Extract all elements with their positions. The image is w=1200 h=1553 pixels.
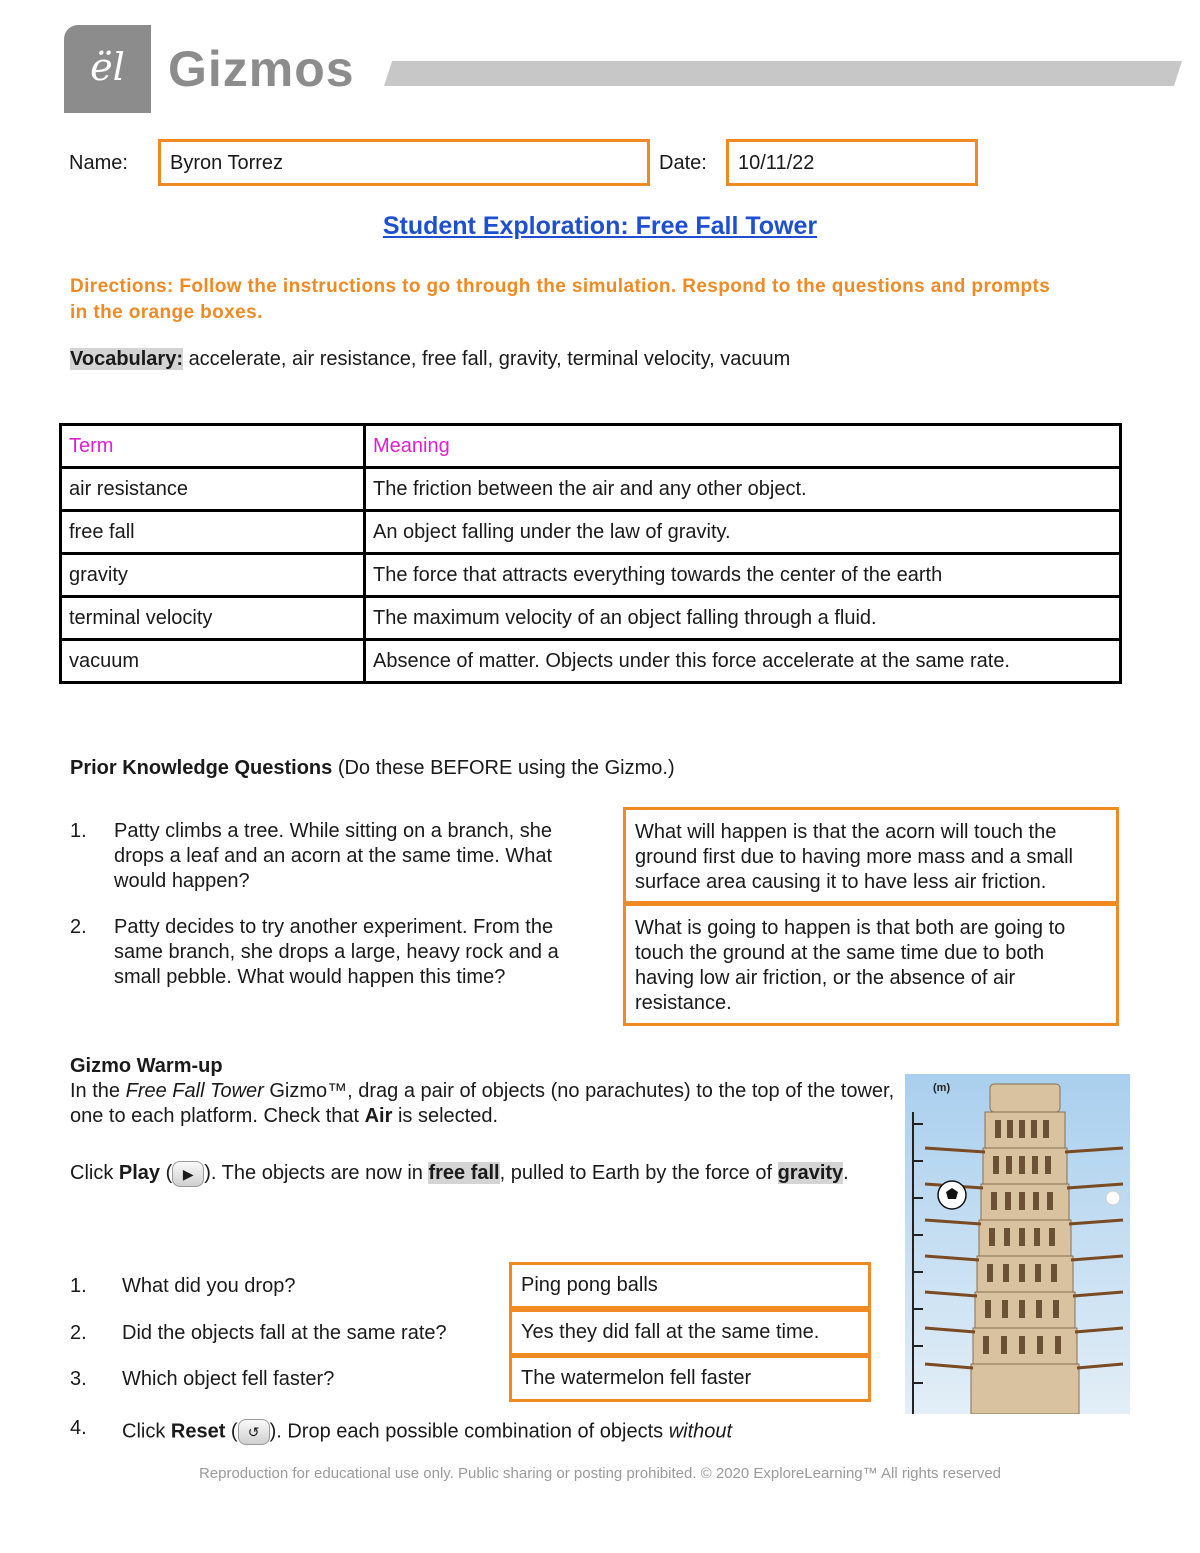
explorelearning-logo: ël	[64, 25, 151, 113]
vocabulary-terms: accelerate, air resistance, free fall, gravity, terminal velocity, vacuum	[188, 348, 791, 370]
warmup-paragraph-1	[70, 1079, 900, 1129]
term-cell: gravity	[61, 554, 365, 597]
text-span: Gizmo™, drag a pair of objects (no parachutes) to the top of the tower, one to each platform. Check that	[70, 1080, 895, 1127]
ping-pong-ball-icon	[1106, 1191, 1120, 1205]
directions-text: Directions: Follow the instructions to go through the simulation. Respond to the questions and prompts in the orange boxes.	[70, 276, 1051, 323]
term-cell: air resistance	[61, 468, 365, 511]
prior-q1-number: 1.	[70, 820, 87, 842]
text-span: , pulled to Earth by the force of	[499, 1162, 778, 1184]
header-bar	[384, 61, 1182, 86]
table-row	[61, 554, 1121, 597]
meaning-cell[interactable]: An object falling under the law of gravity.	[365, 511, 1121, 554]
meaning-cell[interactable]: The force that attracts everything towards the center of the earth	[365, 554, 1121, 597]
tower-unit-label: (m)	[933, 1082, 951, 1094]
table-row	[61, 468, 1121, 511]
warmup-q1-number: 1.	[70, 1275, 87, 1297]
prior-q2-answer-box[interactable]: What is going to happen is that both are going to touch the ground at the same time due to both having low air friction, or the absence of air resistance.	[623, 903, 1119, 1026]
play-icon: ▶	[172, 1161, 204, 1187]
free-fall-term: free fall	[428, 1162, 500, 1184]
warmup-q2-number: 2.	[70, 1322, 87, 1344]
term-header: Term	[61, 425, 365, 468]
date-field[interactable]: 10/11/22	[726, 139, 978, 186]
table-header-row	[61, 425, 1121, 468]
reset-icon: ↺	[238, 1419, 270, 1445]
warmup-q3-answer-box[interactable]: The watermelon fell faster	[509, 1355, 871, 1402]
prior-note: (Do these BEFORE using the Gizmo.)	[337, 757, 675, 779]
gizmos-brand: Gizmos	[168, 41, 355, 97]
meaning-cell[interactable]: Absence of matter. Objects under this force accelerate at the same rate.	[365, 640, 1121, 683]
prior-q2-text: Patty decides to try another experiment. From the same branch, she drops a large, heavy rock and a small pebble. What would happen this time?	[114, 916, 559, 988]
soccer-ball-icon	[938, 1181, 966, 1209]
term-cell: vacuum	[61, 640, 365, 683]
warmup-q1-answer-box[interactable]: Ping pong balls	[509, 1262, 871, 1309]
warmup-q3-number: 3.	[70, 1368, 87, 1390]
prior-q1-answer-box[interactable]: What will happen is that the acorn will touch the ground first due to having more mass and a small surface area causing it to have less air friction.	[623, 807, 1119, 904]
page-title: Student Exploration: Free Fall Tower	[382, 212, 818, 240]
date-label: Date:	[659, 152, 707, 174]
warmup-q4-text: Click Reset ( ↺ ). Drop each possible combination of objects without	[122, 1419, 902, 1445]
text-span: Click	[70, 1162, 119, 1184]
vocabulary-table	[59, 423, 1122, 684]
copyright-footer: Reproduction for educational use only. Public sharing or posting prohibited. © 2020 ExploreLearning™ All rights reserved	[198, 1465, 1002, 1482]
gizmo-name: Free Fall Tower	[125, 1080, 264, 1102]
tower-drawing	[905, 1074, 1130, 1414]
play-label: Play	[118, 1162, 161, 1184]
text-span: ). Drop each possible combination of objects	[269, 1420, 669, 1443]
vocabulary-line	[70, 348, 790, 371]
term-cell: free fall	[61, 511, 365, 554]
reset-label: Reset	[170, 1420, 226, 1443]
prior-knowledge-heading	[70, 757, 675, 780]
warmup-q2-text: Did the objects fall at the same rate?	[122, 1322, 447, 1344]
prior-heading-text: Prior Knowledge Questions	[70, 757, 333, 779]
table-row	[61, 511, 1121, 554]
tower-illustration	[905, 1074, 1130, 1414]
warmup-q3-text: Which object fell faster?	[122, 1368, 335, 1390]
name-field[interactable]: Byron Torrez	[158, 139, 650, 186]
warmup-paragraph-2: Click Play ( ▶ ). The objects are now in free fall, pulled to Earth by the force of gravity.	[70, 1160, 870, 1187]
warmup-q2-answer-box[interactable]: Yes they did fall at the same time.	[509, 1309, 871, 1356]
term-cell: terminal velocity	[61, 597, 365, 640]
vocabulary-label: Vocabulary:	[70, 348, 183, 370]
meaning-cell[interactable]: The maximum velocity of an object falling through a fluid.	[365, 597, 1121, 640]
text-span: ). The objects are now in	[204, 1162, 429, 1184]
prior-q1-text: Patty climbs a tree. While sitting on a branch, she drops a leaf and an acorn at the same time. What would happen?	[114, 820, 553, 892]
air-option-label: Air	[364, 1105, 393, 1127]
prior-q2-number: 2.	[70, 916, 87, 938]
text-span: .	[843, 1162, 849, 1184]
warmup-heading: Gizmo Warm-up	[70, 1055, 223, 1077]
meaning-header: Meaning	[365, 425, 1121, 468]
warmup-q4-number: 4.	[70, 1417, 87, 1439]
text-span: In the	[70, 1080, 126, 1102]
gravity-term: gravity	[777, 1162, 844, 1184]
text-span: without	[668, 1420, 733, 1443]
table-row	[61, 640, 1121, 683]
meaning-cell[interactable]: The friction between the air and any other object.	[365, 468, 1121, 511]
name-label: Name:	[69, 152, 128, 174]
text-span: Click	[122, 1420, 171, 1443]
text-span: is selected.	[392, 1105, 499, 1127]
warmup-q1-text: What did you drop?	[122, 1275, 296, 1297]
table-row	[61, 597, 1121, 640]
